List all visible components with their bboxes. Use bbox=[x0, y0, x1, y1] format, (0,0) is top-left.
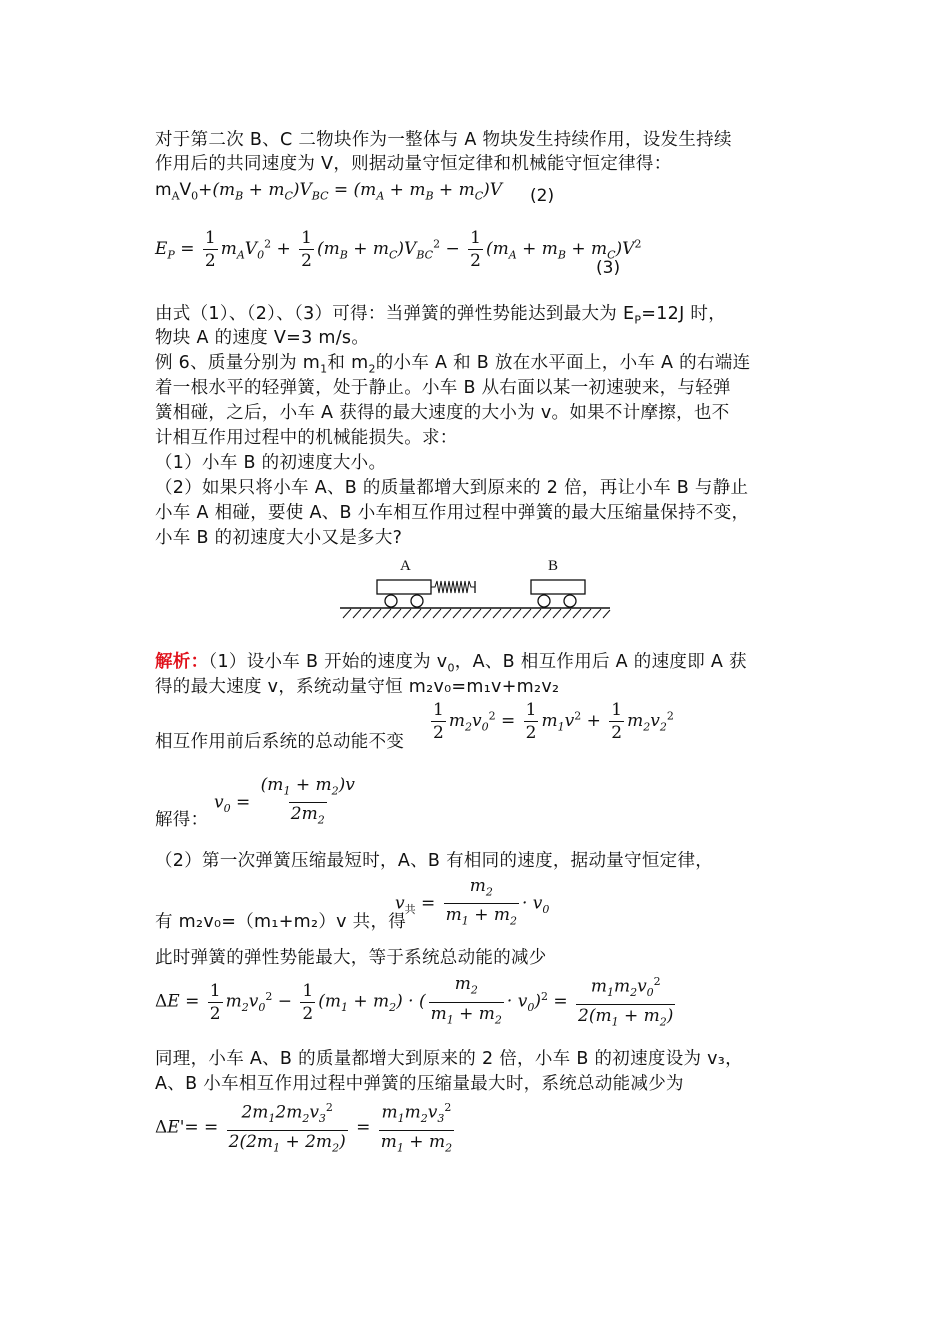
text-line: 小车 B 的初速度大小又是多大? bbox=[155, 528, 403, 548]
cart-a-label: A bbox=[400, 558, 411, 574]
text-line: 对于第二次 B、C 二物块作为一整体与 A 物块发生持续作用，设发生持续 bbox=[155, 130, 732, 150]
text-line: 解析：（1）设小车 B 开始的速度为 $v_0$，A、B 相互作用后 A 的速度即 A 获 bbox=[155, 652, 747, 675]
spring bbox=[431, 581, 475, 593]
cart-b-body bbox=[531, 580, 585, 594]
text-line: 此时弹簧的弹性势能最大，等于系统总动能的减少 bbox=[155, 948, 547, 968]
energy-loss-equation: ΔE = $\frac{1}{2}$ $m_2v_0^2$ − $\frac{1}{2}$ $(m_1 + m_2)$ · ( $\frac{m_2}{m_1 + m_2}$ · $v_0)^2$ = $\frac{m_1m_2v_0^2}{2(m_1 + m_2)}$ bbox=[155, 972, 678, 1032]
text-line: 物块 A 的速度 V=3 m/s。 bbox=[155, 328, 370, 348]
common-velocity-equation: $v_共$ = $\frac{m_2}{m_1 + m_2}$ · $v_0$ bbox=[395, 876, 549, 932]
text-line: 例 6、质量分别为 $m_1$和 $m_2$的小车 A 和 B 放在水平面上，小车 A 的右端连 bbox=[155, 353, 751, 376]
ground-hatching bbox=[343, 609, 610, 618]
cart-a-wheel bbox=[411, 595, 423, 607]
text-line: 解得： bbox=[155, 810, 209, 830]
text-line: 有 m₂v₀=（m₁+m₂）v 共，得 bbox=[155, 912, 407, 932]
equation-number-2: (2) bbox=[530, 186, 555, 206]
carts-figure bbox=[335, 552, 615, 624]
text-line: 簧相碰，之后，小车 A 获得的最大速度的大小为 v。如果不计摩擦，也不 bbox=[155, 403, 730, 423]
text-line: （1）小车 B 的初速度大小。 bbox=[155, 453, 387, 473]
cart-b-wheel bbox=[538, 595, 550, 607]
cart-b-wheel bbox=[564, 595, 576, 607]
text-line: 计相互作用过程中的机械能损失。求： bbox=[155, 428, 458, 448]
text-line: 相互作用前后系统的总动能不变 bbox=[155, 732, 405, 752]
cart-a-body bbox=[377, 580, 431, 594]
equation-number-3: (3) bbox=[596, 258, 621, 278]
text-line: 小车 A 相碰，要使 A、B 小车相互作用过程中弹簧的最大压缩量保持不变， bbox=[155, 503, 750, 523]
v0-result-equation: $v_0$ = $\frac{(m_1 + m_2)v}{2m_2}$ bbox=[214, 775, 360, 831]
text-line: 同理，小车 A、B 的质量都增大到原来的 2 倍，小车 B 的初速度设为 v₃， bbox=[155, 1049, 743, 1069]
equation-2: $m_AV_0+(m_B + m_C)V_{BC} = (m_A + m_B + m_C)V$ bbox=[155, 180, 503, 203]
solution-label: 解析： bbox=[155, 652, 209, 672]
cart-b-label: B bbox=[548, 558, 559, 574]
text-line: 得的最大速度 v，系统动量守恒 m₂v₀=m₁v+m₂v₂ bbox=[155, 677, 560, 697]
doubled-mass-energy-loss-equation: ΔE'= = $\frac{2m_12m_2v_3^2}{2(2m_1 + 2m_2)}$ = $\frac{m_1m_2v_3^2}{m_1 + m_2}$ bbox=[155, 1098, 457, 1158]
text-line: （2）如果只将小车 A、B 的质量都增大到原来的 2 倍，再让小车 B 与静止 bbox=[155, 478, 749, 498]
text-line: 作用后的共同速度为 V，则据动量守恒定律和机械能守恒定律得： bbox=[155, 154, 672, 174]
text-line: 由式（1）、（2）、（3）可得：当弹簧的弹性势能达到最大为 $E_P=12J$ 时， bbox=[155, 304, 727, 327]
text-line: （2）第一次弹簧压缩最短时，A、B 有相同的速度，据动量守恒定律， bbox=[155, 851, 714, 871]
equation-3: $E_P$ = $\frac{1}{2}$ $m_AV_0^2$ + $\frac{1}{2}$ $(m_B + m_C)V_{BC}^2$ − $\frac{1}{2}$ $(m_A + m_B + m_C)V^2$ bbox=[155, 228, 642, 271]
text-line: A、B 小车相互作用过程中弹簧的压缩量最大时，系统总动能减少为 bbox=[155, 1074, 684, 1094]
energy-conservation-equation: $\frac{1}{2}$ $m_2v_0^2$ = $\frac{1}{2}$ $m_1v^2$ + $\frac{1}{2}$ $m_2v_2^2$ bbox=[433, 700, 674, 743]
cart-a-wheel bbox=[385, 595, 397, 607]
text-line: 着一根水平的轻弹簧，处于静止。小车 B 从右面以某一初速驶来，与轻弹 bbox=[155, 378, 731, 398]
